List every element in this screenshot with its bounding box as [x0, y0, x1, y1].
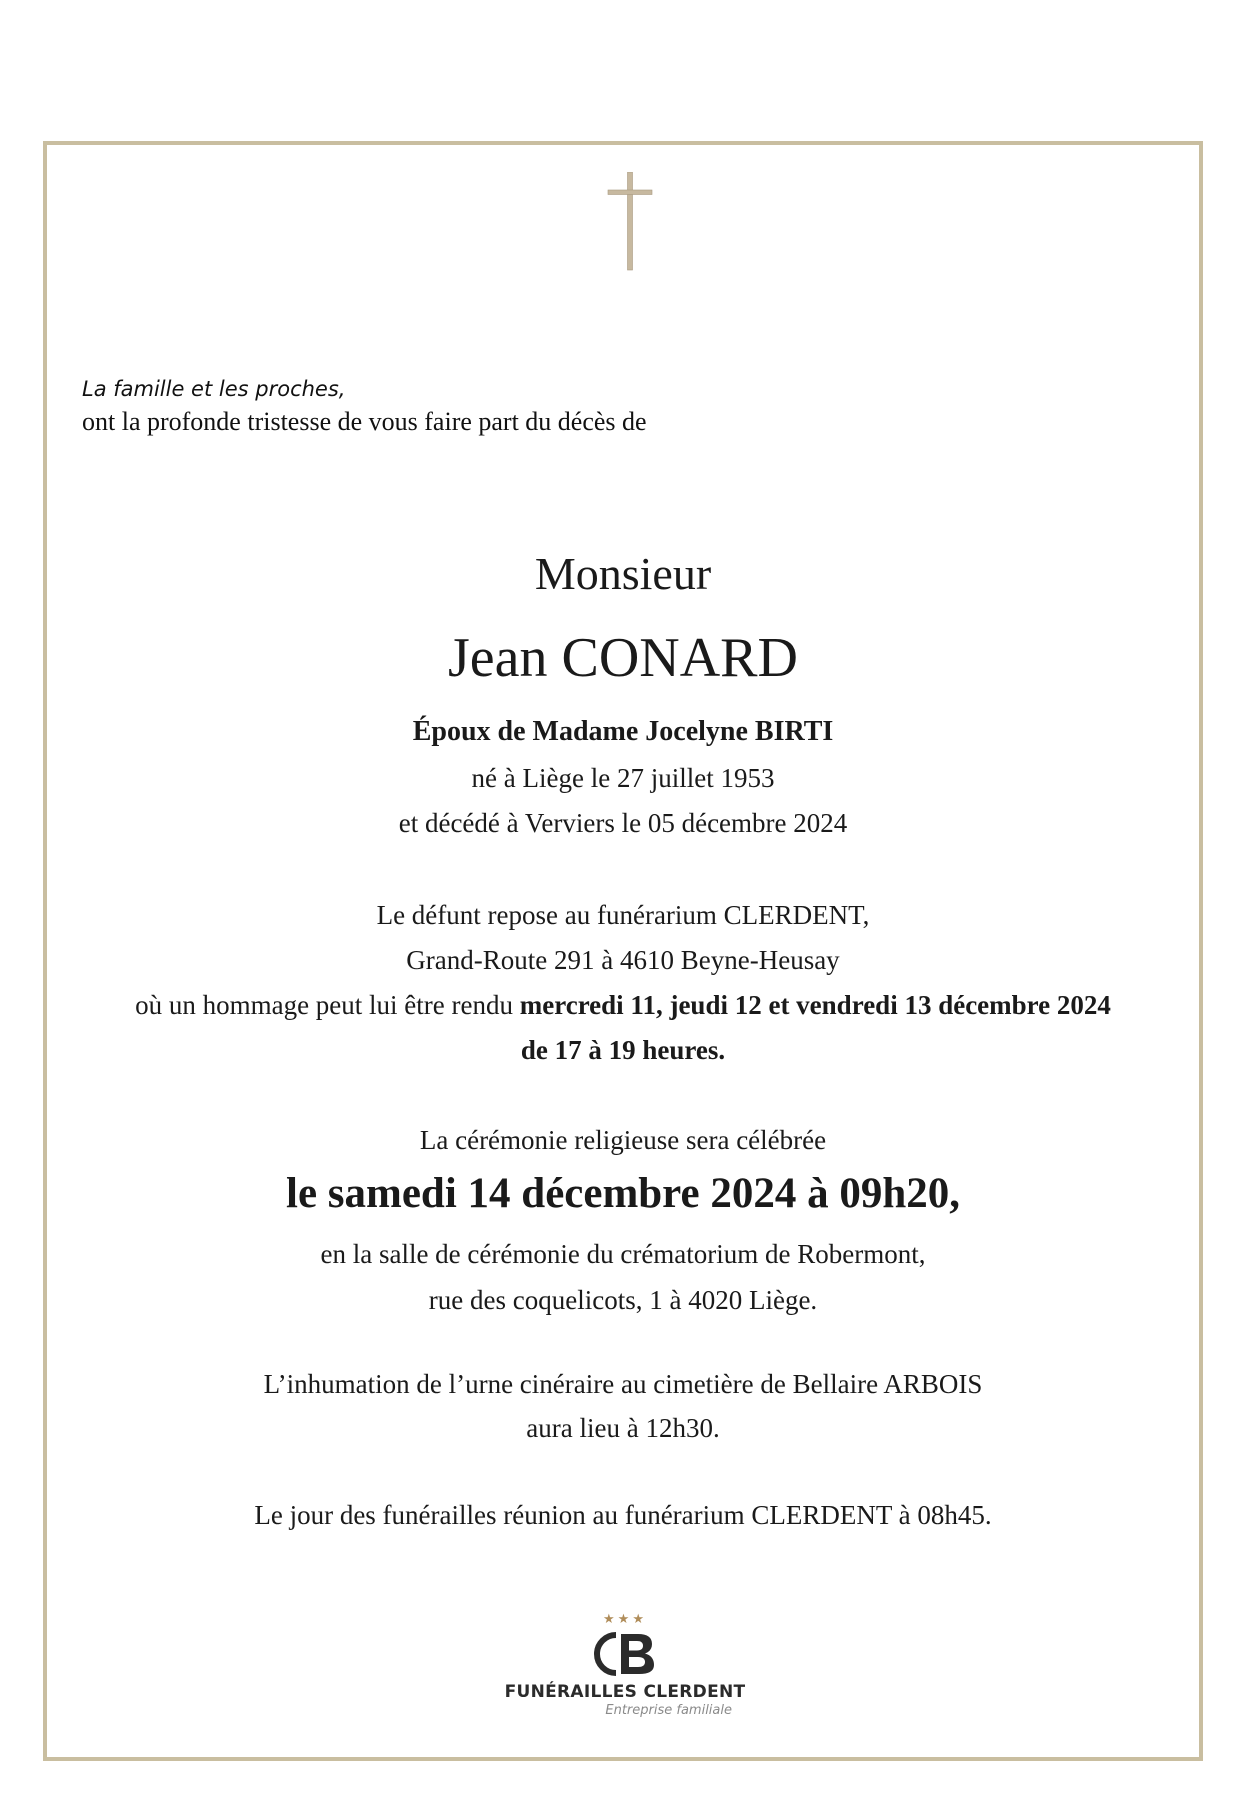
burial-line-2: aura lieu à 12h30.: [526, 1413, 720, 1443]
ceremony-place-block: [43, 1231, 1203, 1323]
intro-block: [82, 374, 1082, 440]
repose-line-3-prefix: où un hommage peut lui être rendu: [135, 990, 520, 1020]
logo-monogram-icon: [590, 1629, 660, 1679]
logo-stars: ★★★: [603, 1612, 647, 1627]
logo-company-name: FUNÉRAILLES CLERDENT: [504, 1682, 746, 1702]
repose-visiting-dates: mercredi 11, jeudi 12 et vendredi 13 décembre 2024: [519, 990, 1111, 1020]
latin-cross-icon: [605, 172, 655, 272]
deceased-birth: né à Liège le 27 juillet 1953: [471, 763, 775, 793]
intro-family-line: La famille et les proches,: [82, 377, 346, 401]
burial-block: [43, 1362, 1203, 1450]
ceremony-date: le samedi 14 décembre 2024 à 09h20,: [286, 1170, 960, 1217]
company-logo: [440, 1613, 810, 1723]
deceased-death: et décédé à Verviers le 05 décembre 2024: [398, 808, 848, 838]
deceased-spouse: Époux de Madame Jocelyne BIRTI: [412, 716, 834, 747]
repose-visiting-hours: de 17 à 19 heures.: [520, 1035, 726, 1065]
deceased-name: Jean CONARD: [448, 627, 798, 689]
repose-block: [43, 893, 1203, 1073]
ceremony-intro: La cérémonie religieuse sera célébrée: [419, 1125, 827, 1155]
repose-line-2: Grand-Route 291 à 4610 Beyne-Heusay: [406, 945, 840, 975]
repose-line-3: [43, 983, 1203, 1028]
repose-line-1: Le défunt repose au funérarium CLERDENT,: [376, 900, 870, 930]
deceased-title: Monsieur: [534, 548, 712, 599]
meeting-notice: Le jour des funérailles réunion au funérarium CLERDENT à 08h45.: [254, 1500, 992, 1530]
ceremony-place-line-2: rue des coquelicots, 1 à 4020 Liège.: [428, 1285, 818, 1315]
ceremony-place-line-1: en la salle de cérémonie du crématorium de Robermont,: [320, 1239, 926, 1269]
logo-tagline: Entreprise familiale: [605, 1703, 732, 1718]
burial-line-1: L’inhumation de l’urne cinéraire au cimetière de Bellaire ARBOIS: [263, 1369, 983, 1399]
intro-announcement-line: ont la profonde tristesse de vous faire part du décès de: [82, 407, 647, 436]
